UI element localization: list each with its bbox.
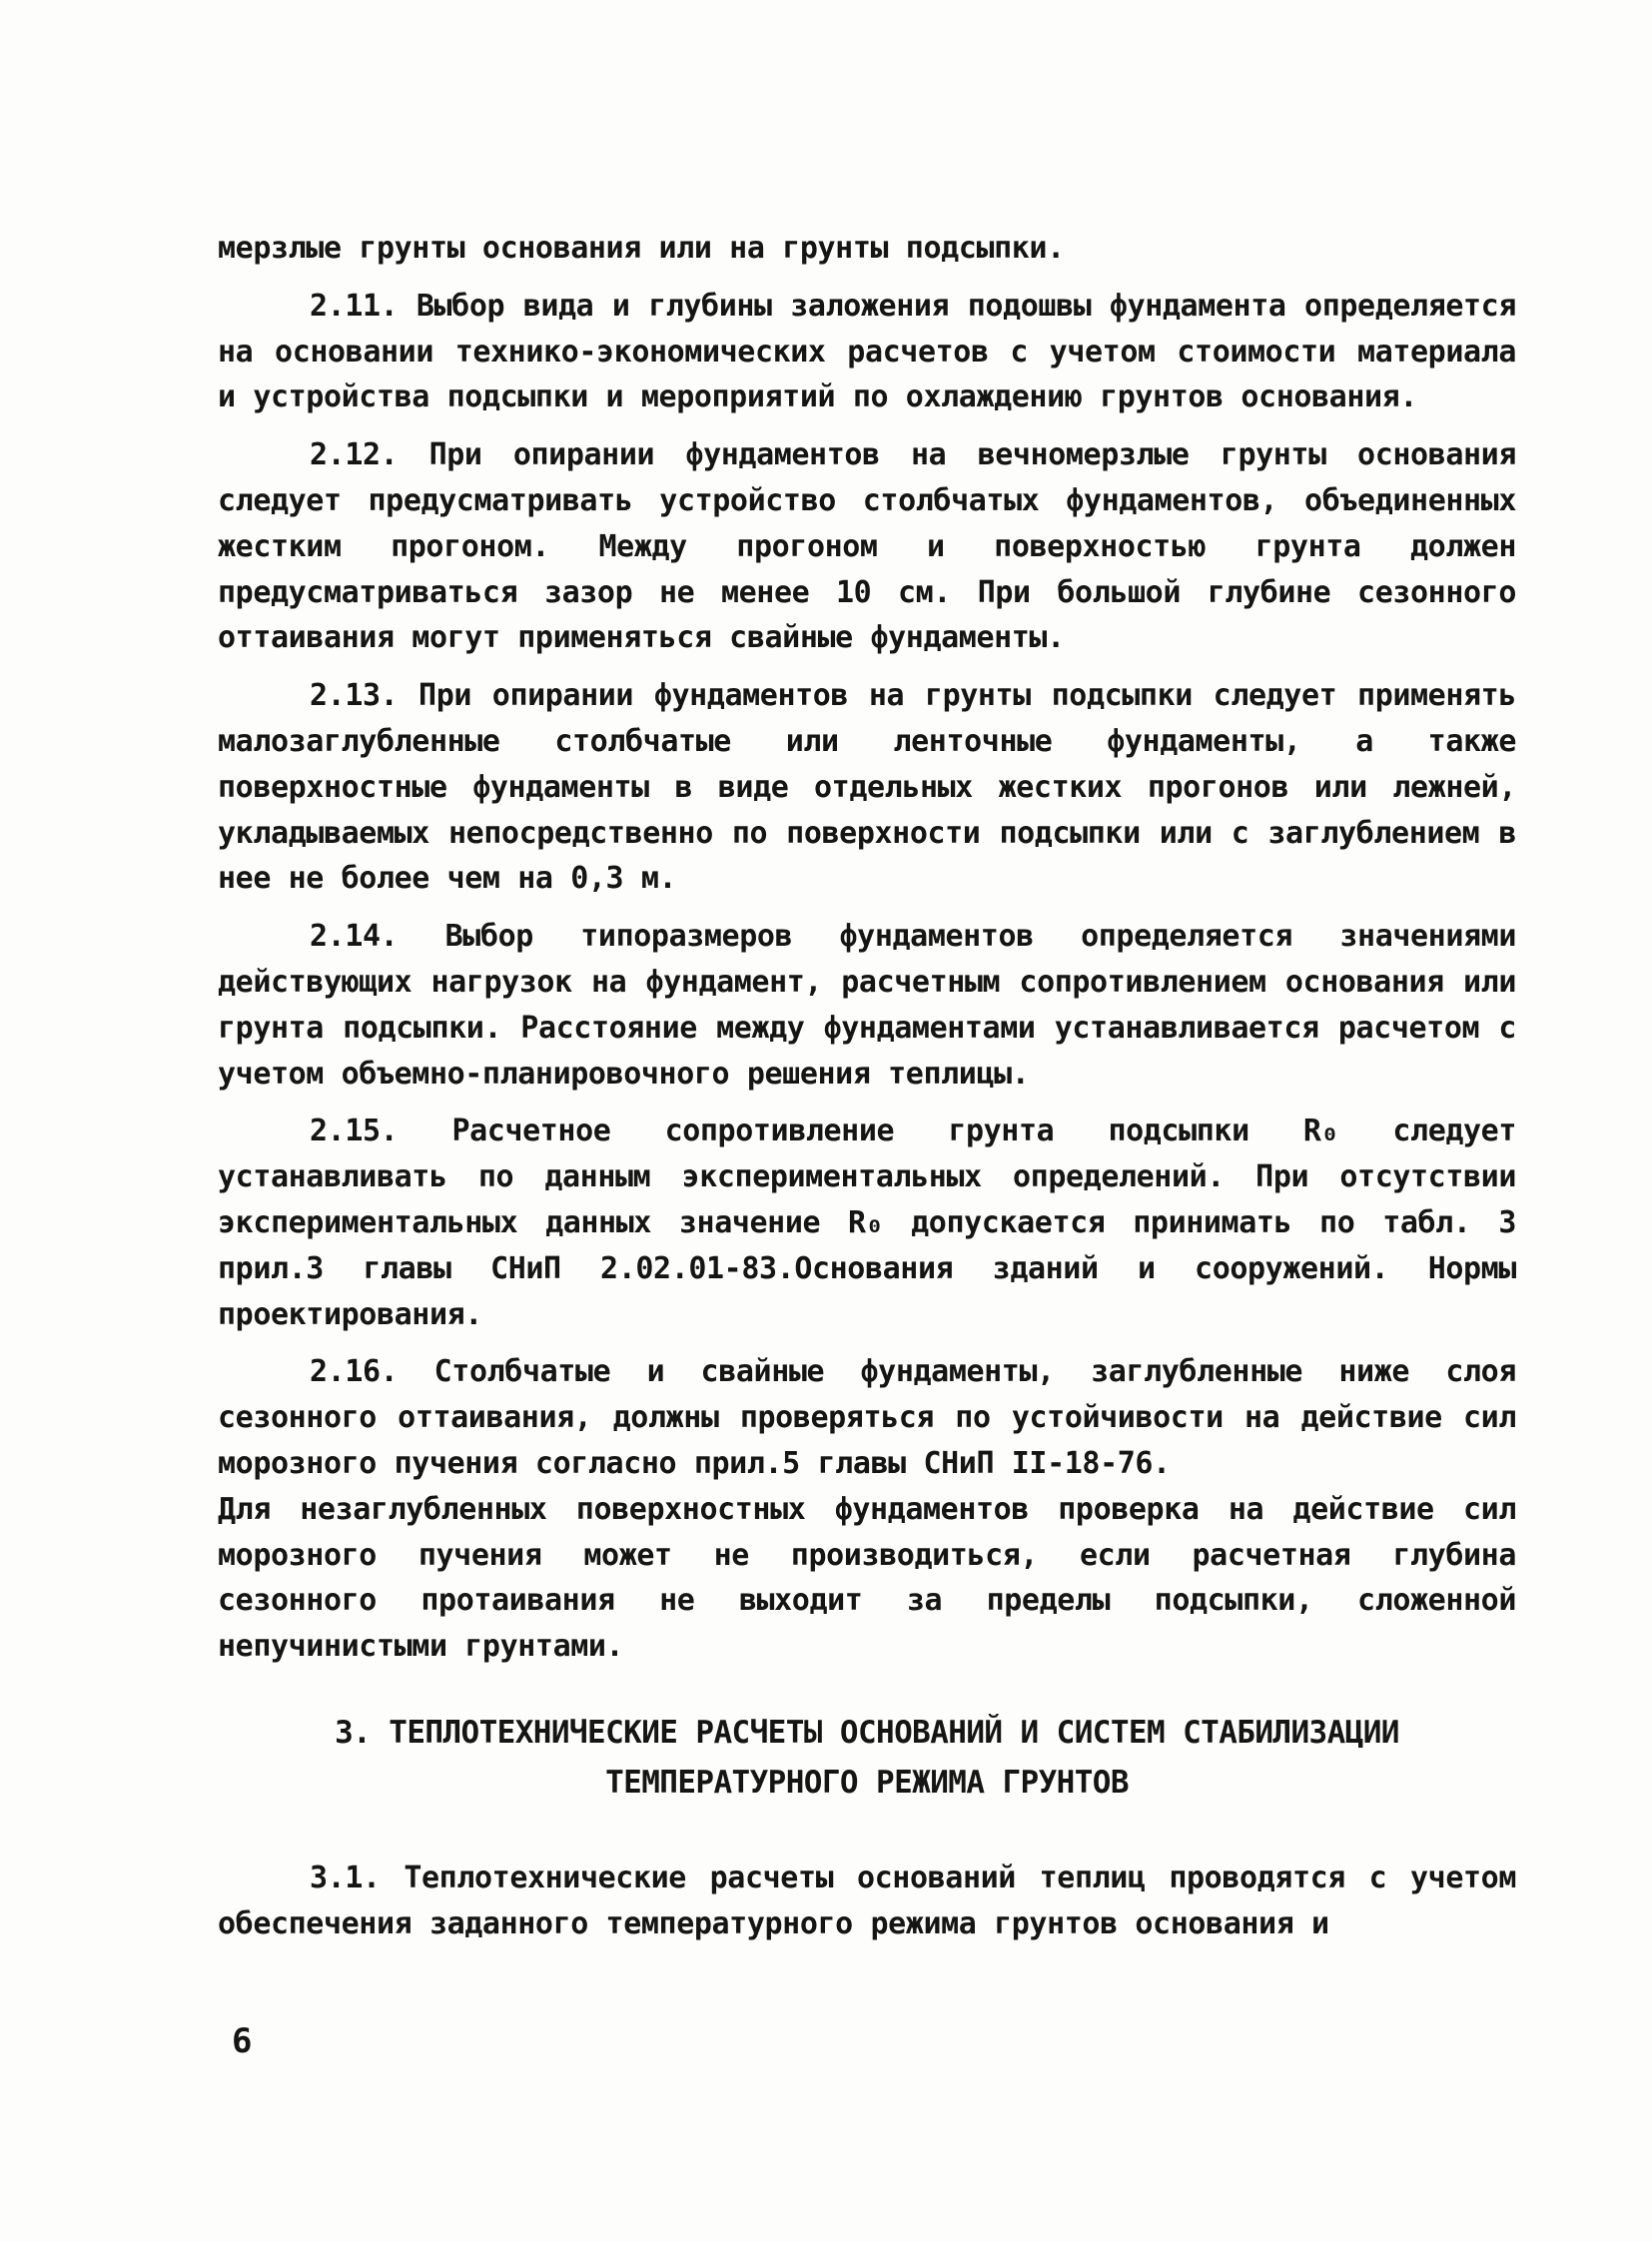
paragraph-3-1: 3.1. Теплотехнические расчеты оснований теплиц проводятся с учетом обеспечения заданного температурного режима грунтов основания и: [218, 1860, 1516, 1941]
paragraph-2-14: 2.14. Выбор типоразмеров фундаментов определяется значениями действующих нагрузок на фундамент, расчетным сопротивлением основания или грунта подсыпки. Расстояние между фундаментами устанавливается расчетом с учетом объемно-планировочного решения теплицы.: [218, 919, 1516, 1092]
paragraph-2-13: 2.13. При опирании фундаментов на грунты подсыпки следует применять малозаглубленные столбчатые или ленточные фундаменты, а также поверхностные фундаменты в виде отдельных жестких прогонов или лежней, укладываемых непосредственно по поверхности подсыпки или с заглублением в нее не более чем на 0,3 м.: [218, 678, 1516, 897]
document-body: [218, 226, 1516, 1959]
paragraph-2-16-continued: Для незаглубленных поверхностных фундаментов проверка на действие сил морозного пучения может не производиться, если расчетная глубина сезонного протаивания не выходит за пределы подсыпки, сложенной непучинистыми грунтами.: [218, 1491, 1516, 1665]
paragraph-2-16: 2.16. Столбчатые и свайные фундаменты, заглубленные ниже слоя сезонного оттаивания, должны проверяться по устойчивости на действие сил морозного пучения согласно прил.5 главы СНиП II-18-76.: [218, 1354, 1516, 1481]
paragraph-2-11: 2.11. Выбор вида и глубины заложения подошвы фундамента определяется на основании технико-экономических расчетов с учетом стоимости материала и устройства подсыпки и мероприятий по охлаждению грунтов основания.: [218, 288, 1516, 415]
section-heading: [218, 1708, 1516, 1808]
paragraph-2-15: 2.15. Расчетное сопротивление грунта подсыпки R₀ следует устанавливать по данным экспериментальных определений. При отсутствии экспериментальных данных значение R₀ допускается принимать по табл. 3 прил.3 главы СНиП 2.02.01-83.Основания зданий и сооружений. Нормы проектирования.: [218, 1114, 1516, 1332]
section-heading-line-1: 3. ТЕПЛОТЕХНИЧЕСКИЕ РАСЧЕТЫ ОСНОВАНИЙ И СИСТЕМ СТАБИЛИЗАЦИИ: [335, 1714, 1399, 1751]
section-heading-line-2: ТЕМПЕРАТУРНОГО РЕЖИМА ГРУНТОВ: [605, 1764, 1129, 1801]
paragraph-continuation: мерзлые грунты основания или на грунты подсыпки.: [218, 231, 1065, 266]
paragraph-2-12: 2.12. При опирании фундаментов на вечномерзлые грунты основания следует предусматривать устройство столбчатых фундаментов, объединенных жестким прогоном. Между прогоном и поверхностью грунта должен предусматриваться зазор не менее 10 см. При большой глубине сезонного оттаивания могут применяться свайные фундаменты.: [218, 437, 1516, 656]
page-number: 6: [232, 2021, 253, 2061]
